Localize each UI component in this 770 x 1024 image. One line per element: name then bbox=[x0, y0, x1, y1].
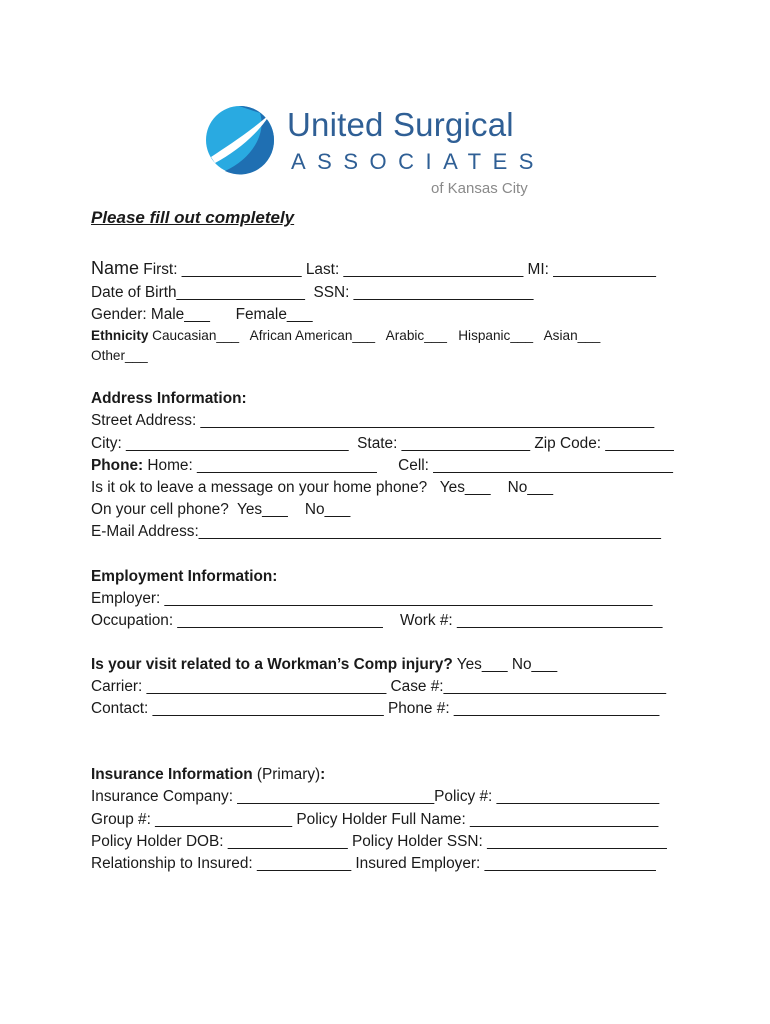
workmans-comp-answers[interactable]: Yes___ No___ bbox=[452, 656, 558, 673]
carrier-row[interactable]: Carrier: ____________________________ Case #:__________________________ bbox=[91, 678, 667, 695]
form-heading: Please fill out completely bbox=[91, 208, 295, 227]
workmans-comp-row[interactable] bbox=[91, 655, 557, 675]
home-message-row[interactable]: Is it ok to leave a message on your home phone? Yes___ No___ bbox=[91, 479, 554, 496]
occupation-row[interactable]: Occupation: ________________________ Work #: ________________________ bbox=[91, 612, 663, 629]
email-field[interactable]: E-Mail Address:______________________________________________________ bbox=[91, 523, 661, 540]
name-label: Name bbox=[91, 258, 140, 278]
logo-location: of Kansas City bbox=[431, 180, 528, 197]
logo-swoosh-icon bbox=[205, 105, 275, 175]
name-row[interactable] bbox=[91, 258, 656, 280]
cell-message-row[interactable]: On your cell phone? Yes___ No___ bbox=[91, 501, 351, 518]
workmans-comp-question: Is your visit related to a Workman’s Comp injury? bbox=[91, 656, 453, 673]
phone-fields[interactable]: Home: _____________________ Cell: ____________________________ bbox=[143, 457, 673, 474]
insurance-title: Insurance Information (Primary): bbox=[91, 766, 326, 783]
name-fields[interactable]: First: ______________ Last: _____________________ MI: ____________ bbox=[139, 261, 656, 278]
phone-row[interactable] bbox=[91, 456, 673, 476]
city-state-zip-row[interactable]: City: __________________________ State: _______________ Zip Code: ________ bbox=[91, 435, 674, 452]
logo-subtitle: ASSOCIATES bbox=[291, 149, 545, 174]
policy-holder-dob-row[interactable]: Policy Holder DOB: ______________ Policy Holder SSN: _____________________ bbox=[91, 833, 667, 850]
address-title: Address Information: bbox=[91, 390, 247, 407]
dob-ssn-row[interactable]: Date of Birth_______________ SSN: _____________________ bbox=[91, 284, 534, 301]
relationship-row[interactable]: Relationship to Insured: ___________ Insured Employer: ____________________ bbox=[91, 855, 656, 872]
company-logo bbox=[205, 100, 565, 200]
gender-row[interactable]: Gender: Male___ Female___ bbox=[91, 306, 313, 323]
insurance-company-row[interactable]: Insurance Company: _______________________Policy #: ___________________ bbox=[91, 788, 660, 805]
ethnicity-label: Ethnicity bbox=[91, 328, 149, 343]
phone-label: Phone: bbox=[91, 457, 144, 474]
ethnicity-other[interactable]: Other___ bbox=[91, 348, 148, 363]
street-address-field[interactable]: Street Address: _____________________________________________________ bbox=[91, 412, 655, 429]
ethnicity-options[interactable]: Caucasian___ African American___ Arabic___ Hispanic___ Asian___ bbox=[148, 328, 601, 343]
contact-row[interactable]: Contact: ___________________________ Phone #: ________________________ bbox=[91, 700, 660, 717]
ethnicity-row[interactable] bbox=[91, 326, 600, 346]
employment-title: Employment Information: bbox=[91, 568, 278, 585]
employer-field[interactable]: Employer: _________________________________________________________ bbox=[91, 590, 653, 607]
group-row[interactable]: Group #: ________________ Policy Holder Full Name: ______________________ bbox=[91, 811, 659, 828]
logo-title: United Surgical bbox=[287, 106, 514, 143]
